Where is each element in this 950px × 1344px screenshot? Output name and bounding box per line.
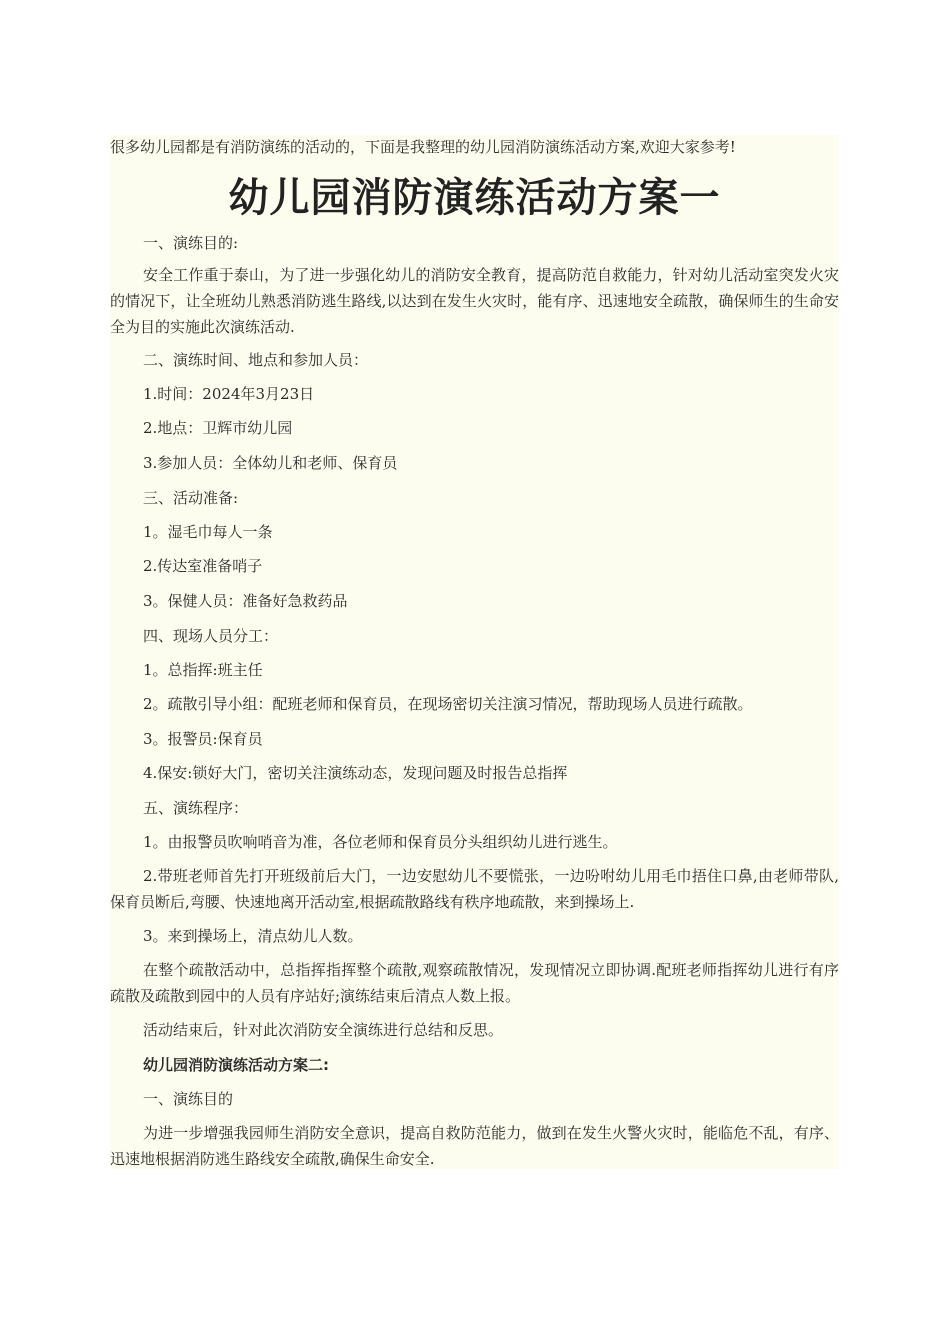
list-item-whistle-signal: 1。由报警员吹响哨音为准，各位老师和保育员分头组织幼儿进行逃生。 bbox=[143, 833, 618, 851]
document-body bbox=[110, 135, 839, 1169]
list-item-participants: 3.参加人员：全体幼儿和老师、保育员 bbox=[143, 454, 398, 472]
paragraph-purpose: 安全工作重于泰山，为了进一步强化幼儿的消防安全教育，提高防范自救能力，针对幼儿活动室突发火灾的情况下，让全班幼儿熟悉消防逃生路线,以达到在发生火灾时，能有序、迅速地安全疏散，确保师生的生命安全为目的实施此次演练活动. bbox=[110, 266, 839, 336]
document-title: 幼儿园消防演练活动方案一 bbox=[228, 175, 721, 221]
section-heading-procedure: 五、演练程序： bbox=[143, 799, 249, 817]
section-heading-roles: 四、现场人员分工： bbox=[143, 627, 279, 645]
list-item-whistle: 2.传达室准备哨子 bbox=[143, 557, 263, 575]
list-item-headcount: 3。来到操场上，清点幼儿人数。 bbox=[143, 927, 363, 945]
list-item-place: 2.地点：卫辉市幼儿园 bbox=[143, 419, 293, 437]
section-heading-preparation: 三、活动准备: bbox=[143, 489, 239, 507]
section-heading-time-place: 二、演练时间、地点和参加人员： bbox=[143, 351, 369, 369]
plan2-section-heading-purpose: 一、演练目的 bbox=[143, 1090, 234, 1108]
list-item-security: 4.保安:锁好大门，密切关注演练动态，发现问题及时报告总指挥 bbox=[143, 764, 568, 782]
plan2-paragraph-purpose: 为进一步增强我园师生消防安全意识，提高自救防范能力，做到在发生火警火灾时，能临危不乱，有序、迅速地根据消防逃生路线安全疏散,确保生命安全. bbox=[110, 1124, 839, 1168]
section-heading-purpose: 一、演练目的: bbox=[143, 234, 239, 252]
paragraph-coordination: 在整个疏散活动中，总指挥指挥整个疏散,观察疏散情况，发现情况立即协调.配班老师指挥幼儿进行有序疏散及疏散到园中的人员有序站好;演练结束后清点人数上报。 bbox=[110, 961, 839, 1005]
plan2-heading: 幼儿园消防演练活动方案二: bbox=[143, 1056, 329, 1074]
list-item-time: 1.时间：2024年3月23日 bbox=[143, 385, 315, 403]
list-item-towel: 1。湿毛巾每人一条 bbox=[143, 523, 273, 541]
list-item-commander: 1。总指挥:班主任 bbox=[143, 661, 263, 679]
paragraph-closing: 活动结束后，针对此次消防安全演练进行总结和反思。 bbox=[143, 1021, 504, 1039]
paragraph-evacuation-steps: 2.带班老师首先打开班级前后大门，一边安慰幼儿不要慌张，一边吩咐幼儿用毛巾捂住口鼻,由老师带队,保育员断后,弯腰、快速地离开活动室,根据疏散路线有秩序地疏散，来到操场上. bbox=[110, 867, 839, 911]
intro-text: 很多幼儿园都是有消防演练的活动的，下面是我整理的幼儿园消防演练活动方案,欢迎大家参考! bbox=[110, 138, 736, 156]
list-item-first-aid: 3。保健人员：准备好急救药品 bbox=[143, 592, 348, 610]
list-item-evacuation-group: 2。疏散引导小组：配班老师和保育员，在现场密切关注演习情况，帮助现场人员进行疏散。 bbox=[143, 695, 753, 713]
list-item-alarm: 3。报警员:保育员 bbox=[143, 730, 263, 748]
